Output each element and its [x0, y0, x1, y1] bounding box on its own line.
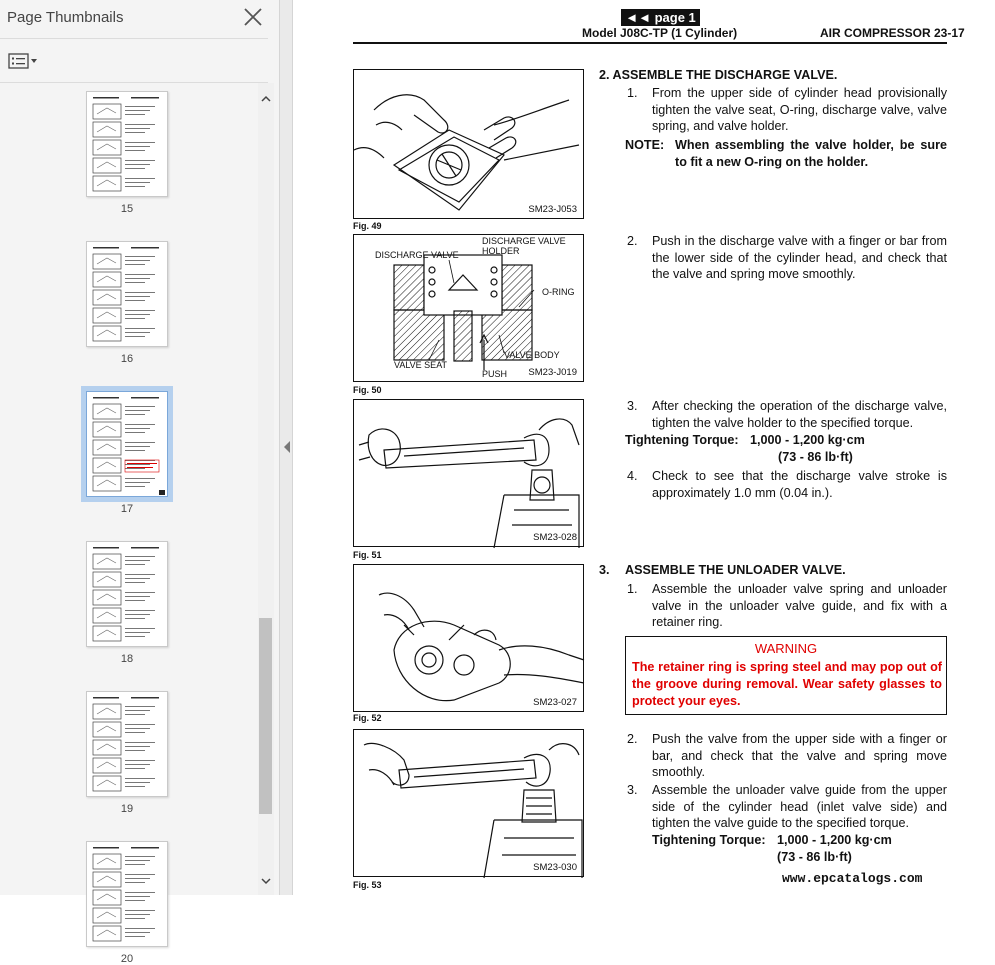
figure-caption: Fig. 52 — [353, 713, 382, 723]
step-number: 3. — [599, 563, 610, 577]
warning-box — [625, 636, 947, 715]
step-2-4-text: Check to see that the discharge valve stroke is approximately 1.0 mm (0.04 in.). — [652, 469, 947, 500]
step-3-1-text: Assemble the unloader valve spring and unloader valve in the unloader valve guide, and fix with a retainer ring. — [652, 582, 947, 629]
torque-label: Tightening Torque: — [625, 433, 739, 447]
figure-code: SM23-030 — [533, 862, 577, 873]
figure-53 — [353, 729, 584, 877]
note-text: When assembling the valve holder, be sure to fit a new O-ring on the holder. — [675, 138, 947, 169]
step-2-2-text: Push in the discharge valve with a finger or bar from the lower side of the cylinder head, and check that the valve and spring move smoothly. — [652, 234, 947, 281]
thumbnail-list — [0, 83, 258, 965]
figure-code: SM23-028 — [533, 532, 577, 543]
figure-50 — [353, 234, 584, 382]
label-discharge-valve: DISCHARGE VALVE — [375, 250, 459, 260]
thumbnail-page-number: 18 — [120, 653, 134, 665]
torque-wrench-illustration — [354, 400, 585, 548]
page-thumbnail[interactable] — [86, 541, 168, 647]
step-number: 2. — [627, 234, 638, 248]
header-model: Model J08C-TP (1 Cylinder) — [582, 26, 738, 40]
step-2-1-text: From the upper side of cylinder head provisionally tighten the valve seat, O-ring, discharge valve, valve spring, and valve holder. — [652, 86, 947, 133]
step-2-3-text: After checking the operation of the discharge valve, tighten the valve holder to the specified torque. — [652, 399, 947, 430]
figure-code: SM23-027 — [533, 697, 577, 708]
scroll-down-icon[interactable] — [258, 873, 274, 889]
panel-resize-handle[interactable] — [279, 0, 293, 895]
step-number: 1. — [627, 86, 638, 100]
label-push: PUSH — [482, 369, 508, 379]
figure-51 — [353, 399, 584, 547]
unloader-valve-illustration — [354, 565, 585, 713]
collapse-panel-icon[interactable] — [283, 440, 291, 452]
thumbnail-page-number: 19 — [120, 803, 134, 815]
note-label: NOTE: — [625, 138, 665, 152]
torque-value-imperial: (73 - 86 lb·ft) — [777, 850, 852, 864]
close-icon[interactable] — [242, 6, 264, 28]
label-valve-holder: DISCHARGE VALVE HOLDER — [482, 236, 566, 256]
figure-caption: Fig. 49 — [353, 221, 382, 231]
page-link-button[interactable]: ◄◄ page 1 — [621, 9, 700, 26]
torque-value: 1,000 - 1,200 kg·cm — [777, 833, 892, 847]
figure-52 — [353, 564, 584, 712]
scroll-up-icon[interactable] — [258, 91, 274, 107]
thumbnail-page-number: 17 — [120, 503, 134, 515]
figure-code: SM23-J053 — [528, 204, 577, 215]
torque-value-imperial: (73 - 86 lb·ft) — [778, 450, 853, 464]
panel-title: Page Thumbnails — [7, 9, 124, 26]
thumbnail-options-button[interactable] — [8, 51, 42, 71]
scrollbar-thumb[interactable] — [259, 618, 272, 814]
torque-value: 1,000 - 1,200 kg·cm — [750, 433, 865, 447]
page-thumbnail[interactable] — [86, 241, 168, 347]
page-thumbnail[interactable] — [86, 391, 168, 497]
label-o-ring: O-RING — [542, 287, 575, 297]
thumbnail-page-number: 20 — [120, 953, 134, 965]
warning-title: WARNING — [754, 641, 818, 656]
header-section: AIR COMPRESSOR 23-17 — [820, 26, 965, 40]
label-valve-seat: VALVE SEAT — [394, 360, 448, 370]
step-3-3-text: Assemble the unloader valve guide from the upper side of the cylinder head (inlet valve side) and tighten the valve guide to the specified torque. — [652, 783, 947, 830]
page-thumbnail[interactable] — [86, 841, 168, 947]
step-number: 3. — [627, 783, 638, 797]
document-page — [294, 0, 995, 895]
valve-holder-illustration — [354, 70, 585, 220]
step-number: 3. — [627, 399, 638, 413]
torque-label: Tightening Torque: — [652, 833, 766, 847]
figure-caption: Fig. 53 — [353, 880, 382, 890]
unloader-guide-torque-illustration — [354, 730, 585, 878]
watermark: www.epcatalogs.com — [782, 871, 923, 886]
step-number: 4. — [627, 469, 638, 483]
step-3-2-text: Push the valve from the upper side with a finger or bar, and check that the valve and spring move smoothly. — [652, 732, 947, 779]
figure-49 — [353, 69, 584, 219]
page-thumbnail[interactable] — [86, 91, 168, 197]
warning-text: The retainer ring is spring steel and may pop out of the groove during removal. Wear safety glasses to protect your eyes. — [632, 660, 942, 708]
figure-code: SM23-J019 — [528, 367, 577, 378]
step-number: 2. — [627, 732, 638, 746]
step-number: 1. — [627, 582, 638, 596]
thumbnail-page-number: 15 — [120, 203, 134, 215]
page-thumbnail[interactable] — [86, 691, 168, 797]
thumbnail-panel — [0, 0, 279, 965]
divider — [0, 38, 268, 39]
figure-caption: Fig. 51 — [353, 550, 382, 560]
step-3-heading: ASSEMBLE THE UNLOADER VALVE. — [625, 563, 846, 577]
thumbnail-scrollbar[interactable] — [258, 83, 274, 895]
step-2-heading: 2. ASSEMBLE THE DISCHARGE VALVE. — [599, 68, 838, 82]
thumbnail-page-number: 16 — [120, 353, 134, 365]
label-valve-body: VALVE BODY — [504, 350, 560, 360]
figure-caption: Fig. 50 — [353, 385, 382, 395]
header-rule — [353, 42, 947, 44]
